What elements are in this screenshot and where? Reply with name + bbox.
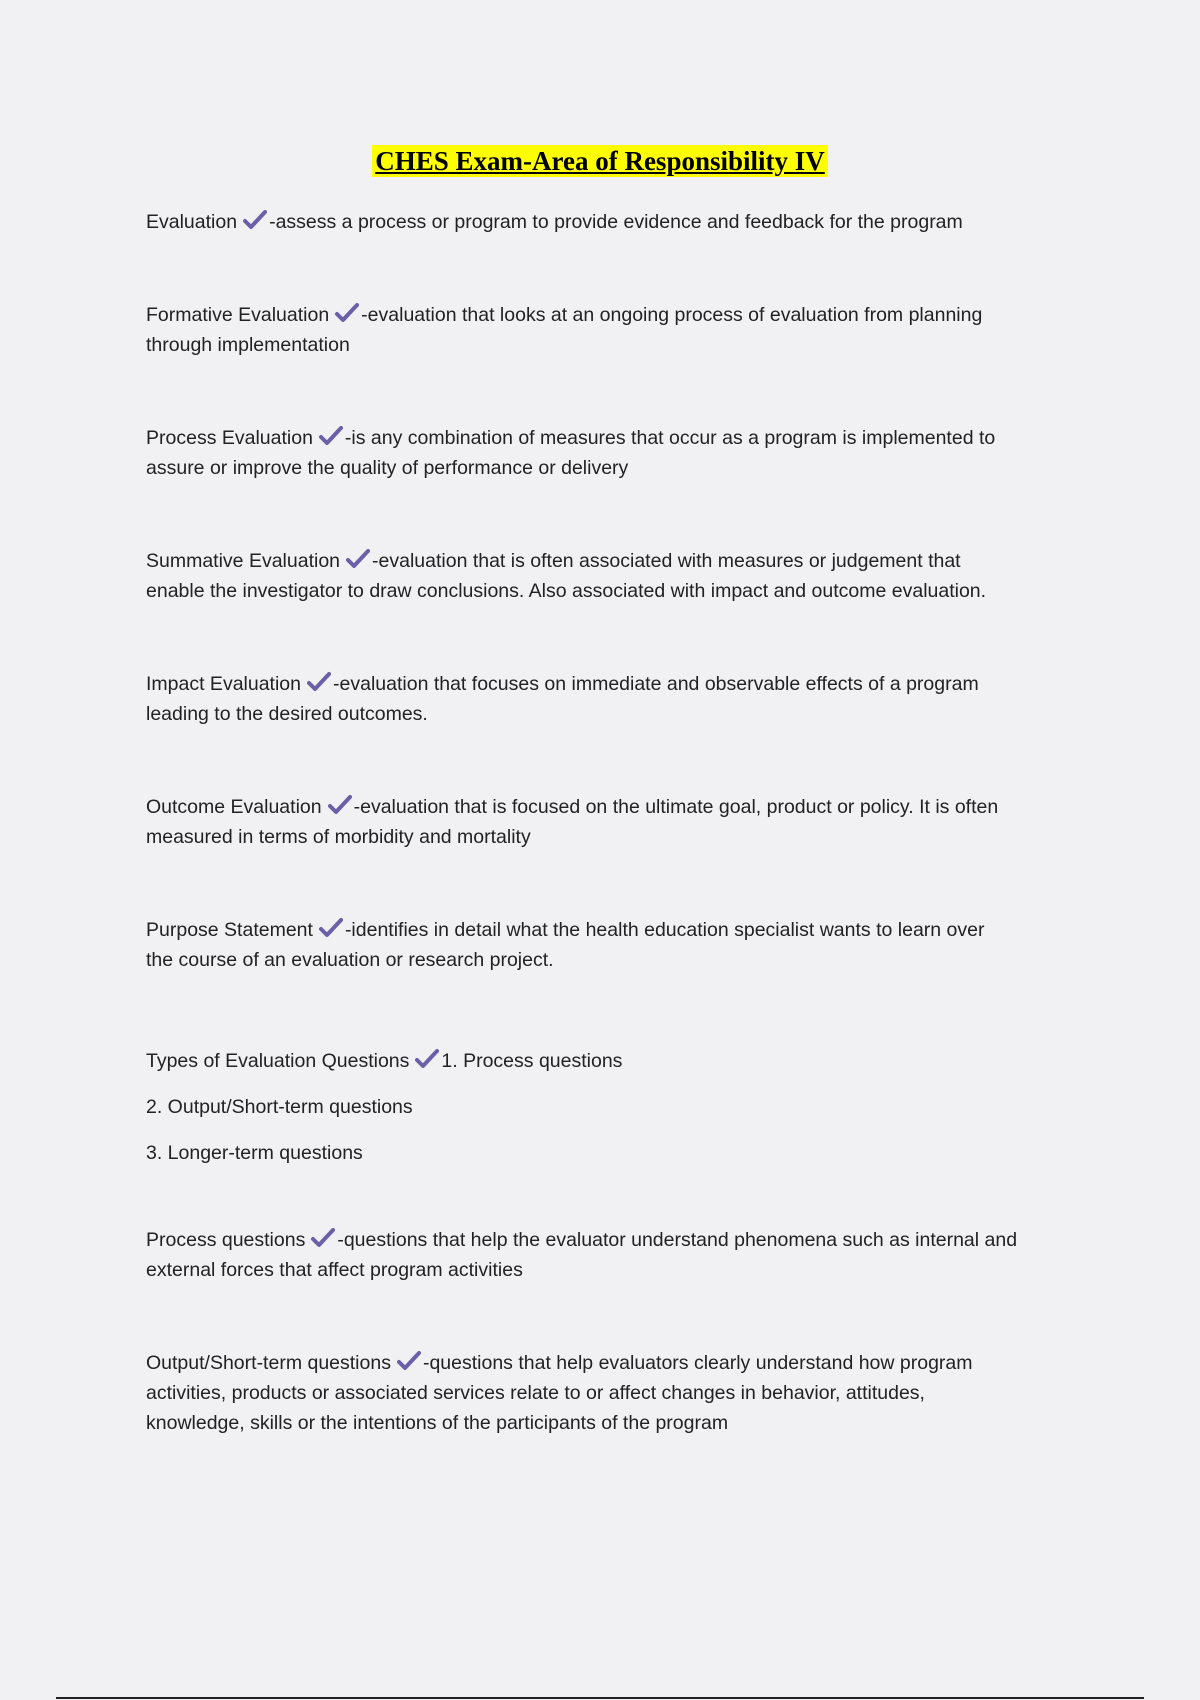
check-icon: [415, 1048, 439, 1070]
entry-line: knowledge, skills or the intentions of the participants of the program: [146, 1412, 729, 1434]
entry-line: [146, 1225, 1066, 1255]
entry-definition: -questions that help the evaluator understand phenomena such as internal and: [337, 1229, 1018, 1251]
entry-line: [146, 423, 1066, 453]
entry-line: [146, 669, 1066, 699]
entry-line: activities, products or associated services relate to or affect changes in behavior, attitudes,: [146, 1382, 925, 1404]
entry-definition: 1. Process questions: [441, 1050, 623, 1072]
entry-definition: -questions that help evaluators clearly understand how program: [422, 1352, 973, 1374]
entry-line: [146, 300, 1066, 330]
entry-line: through implementation: [146, 334, 350, 356]
entry-definition: -assess a process or program to provide evidence and feedback for the program: [269, 211, 963, 233]
definition-entry: [146, 423, 1066, 483]
entry-definition: -evaluation that focuses on immediate and observable effects of a program: [333, 673, 979, 695]
entry-line: external forces that affect program activities: [146, 1259, 523, 1281]
entry-line: [146, 1348, 1066, 1378]
entry-line: [146, 1038, 1066, 1084]
document-title: CHES Exam-Area of Responsibility IV: [372, 145, 828, 177]
entry-term: Process questions: [146, 1229, 306, 1251]
definition-entry: [146, 300, 1066, 360]
entry-line: [146, 915, 1066, 945]
definition-entry: [146, 915, 1066, 975]
entry-line: the course of an evaluation or research project.: [146, 949, 554, 971]
footer-rule: [56, 1697, 1144, 1699]
definition-entry: [146, 1225, 1066, 1285]
entry-line: 3. Longer-term questions: [146, 1142, 363, 1164]
entry-term: Purpose Statement: [146, 919, 313, 941]
check-icon: [335, 302, 359, 324]
definition-entry: [146, 1038, 1066, 1176]
check-icon: [346, 548, 370, 570]
entry-line: enable the investigator to draw conclusions. Also associated with impact and outcome evaluation.: [146, 580, 987, 602]
entry-term: Output/Short-term questions: [146, 1352, 391, 1374]
entry-term: Types of Evaluation Questions: [146, 1050, 410, 1072]
check-icon: [397, 1350, 421, 1372]
check-icon: [328, 794, 352, 816]
entry-line: measured in terms of morbidity and mortality: [146, 826, 531, 848]
entry-line: assure or improve the quality of performance or delivery: [146, 457, 629, 479]
entry-term: Impact Evaluation: [146, 673, 302, 695]
definition-entry: [146, 792, 1066, 852]
check-icon: [243, 209, 267, 231]
entry-term: Formative Evaluation: [146, 304, 330, 326]
check-icon: [319, 917, 343, 939]
entry-line: 2. Output/Short-term questions: [146, 1096, 413, 1118]
entry-term: Process Evaluation: [146, 427, 313, 449]
entry-line: [146, 207, 1066, 237]
entry-term: Evaluation: [146, 211, 238, 233]
definition-entry: [146, 207, 1066, 237]
check-icon: [307, 671, 331, 693]
entry-definition: -evaluation that looks at an ongoing process of evaluation from planning: [361, 304, 983, 326]
entry-definition: -evaluation that is often associated with measures or judgement that: [372, 550, 961, 572]
entry-term: Summative Evaluation: [146, 550, 341, 572]
title-wrapper: [0, 145, 1200, 177]
check-icon: [319, 425, 343, 447]
definition-entry: [146, 1348, 1066, 1438]
check-icon: [311, 1227, 335, 1249]
definition-entry: [146, 669, 1066, 729]
definition-entry: [146, 546, 1066, 606]
entry-term: Outcome Evaluation: [146, 796, 322, 818]
entry-definition: -is any combination of measures that occur as a program is implemented to: [344, 427, 996, 449]
entry-line: [146, 546, 1066, 576]
entry-definition: -evaluation that is focused on the ultimate goal, product or policy. It is often: [353, 796, 999, 818]
entry-line: [146, 792, 1066, 822]
entry-definition: -identifies in detail what the health education specialist wants to learn over: [344, 919, 985, 941]
entry-line: leading to the desired outcomes.: [146, 703, 428, 725]
